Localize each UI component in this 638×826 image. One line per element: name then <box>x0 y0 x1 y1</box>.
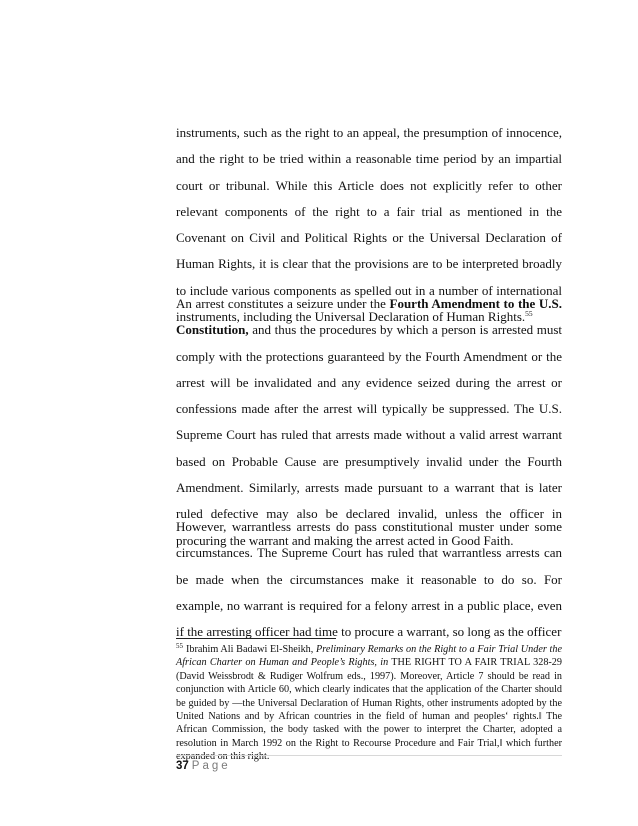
footnote-55 <box>176 643 562 764</box>
paragraph-2-rest: and thus the procedures by which a person is arrested must comply with the protections guaranteed by the Fourth Amendment or the arrest will be invalidated and any evidence seized during the arrest or confessions made after the arrest will typically be suppressed. The U.S. Supreme Court has ruled that arrests made without a valid arrest warrant based on Probable Cause are presumptively invalid under the Fourth Amendment. Similarly, arrests made pursuant to a warrant that is later ruled defective may also be declared invalid, unless the officer in procuring the warrant and making the arrest acted in Good Faith. <box>176 322 562 548</box>
page-number: 37 <box>176 760 189 772</box>
page-label: Page <box>191 760 231 772</box>
paragraph-1-text: instruments, such as the right to an appeal, the presumption of innocence, and the right to be tried within a reasonable time period by an impartial court or tribunal. While this Article does not explicitly refer to other relevant components of the right to a fair trial as mentioned in the Covenant on Civil and Political Rights or the Universal Declaration of Human Rights, it is clear that the provisions are to be interpreted broadly to include various components as spelled out in a number of international instruments, including the Universal Declaration of Human Rights. <box>176 125 562 325</box>
footnote-separator <box>176 638 336 639</box>
paragraph-3-text: However, warrantless arrests do pass constitutional muster under some circumstances. The Supreme Court has ruled that warrantless arrests can be made when the circumstances make it reasonable to do so. For example, no warrant is required for a felony arrest in a public place, even if the arresting officer had time to procure a warrant, so long as the officer <box>176 519 562 640</box>
page-footer <box>176 760 231 772</box>
footer-divider <box>176 755 562 756</box>
footnote-title: Preliminary Remarks on the Right to a Fair Trial Under the African Charter on Human and People’s Rights, in <box>176 644 562 669</box>
paragraph-3 <box>176 514 562 645</box>
footnote-reference[interactable]: 55 <box>525 309 533 319</box>
paragraph-2-bold-term: Fourth Amendment to the U.S. Constitution, <box>176 296 562 338</box>
footnote-number: 55 <box>176 642 183 650</box>
footnote-author: Ibrahim Ali Badawi El-Sheikh, <box>186 644 317 655</box>
footnote-rest: THE RIGHT TO A FAIR TRIAL 328-29 (David Weissbrodt & Rudiger Wolfrum eds., 1997). Moreover, Article 7 should be read in conjunction with Article 60, which clearly indicates that the application of the Charter should be guided by ―the Universal Declaration of Human Rights, other instruments adopted by the United Nations and by African countries in the field of human and peoples‘ rights.‖ The African Commission, the body tasked with the power to interpret the Charter, adopted a resolution in March 1992 on the Right to Recourse Procedure and Fair Trial,‖ which further expanded on this right. <box>176 657 562 763</box>
paragraph-2-intro: An arrest constitutes a seizure under the <box>176 296 390 311</box>
